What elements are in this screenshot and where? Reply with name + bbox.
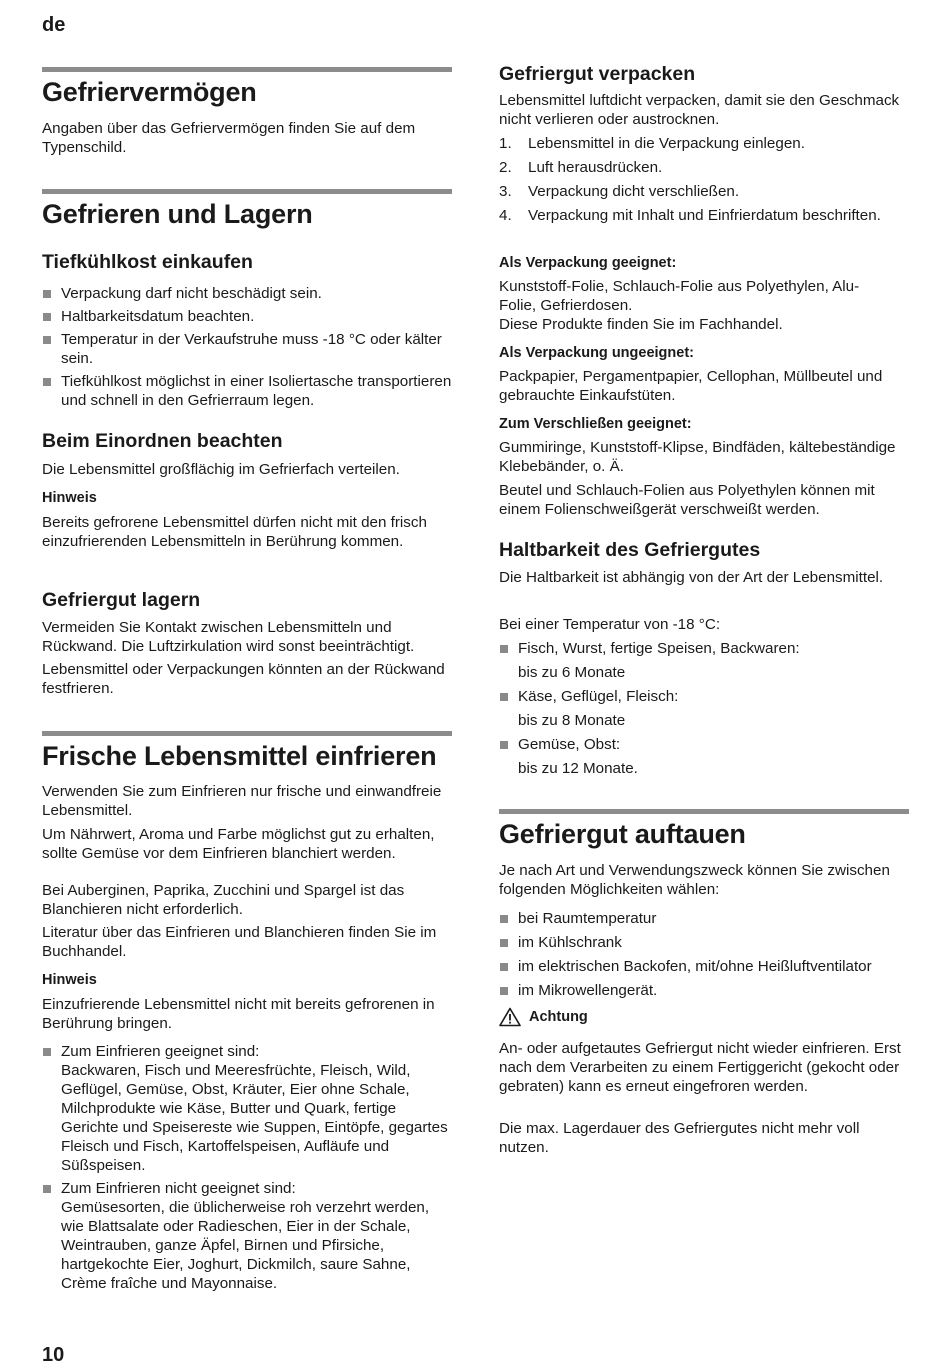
list-item-label: Gemüse, Obst: [518, 736, 621, 753]
list-item: bei Raumtemperatur [499, 909, 919, 928]
warning-heading [499, 1007, 588, 1027]
unsuitable-label: Als Verpackung ungeeignet: [499, 345, 694, 361]
suitable-text-a: Kunststoff-Folie, Schlauch-Folie aus Polyethylen, Alu-Folie, Gefrierdosen. [499, 278, 860, 314]
list-item: Verpackung darf nicht beschädigt sein. [42, 284, 452, 303]
list-item [499, 735, 909, 778]
list-item-label: Käse, Geflügel, Fleisch: [518, 688, 679, 705]
unsuitable-text: Packpapier, Pergamentpapier, Cellophan, Müllbeutel und gebrauchte Einkaufstüten. [499, 368, 883, 404]
section-title-gefrieren-lagern: Gefrieren und Lagern [42, 199, 313, 229]
step-number: 2. [499, 159, 512, 176]
step-text: Verpackung dicht verschließen. [528, 183, 740, 200]
section-divider [42, 731, 452, 736]
subsection-title-gefriergut-lagern: Gefriergut lagern [42, 589, 201, 611]
step-text: Verpackung mit Inhalt und Einfrierdatum beschriften. [528, 207, 881, 224]
list-item-label: Fisch, Wurst, fertige Speisen, Backwaren: [518, 640, 800, 657]
lagern-text-2: Lebensmittel oder Verpackungen könnten an der Rückwand festfrieren. [42, 661, 445, 697]
list-item [499, 639, 909, 682]
subsection-title-tiefkuehlkost: Tiefkühlkost einkaufen [42, 251, 253, 273]
warning-label: Achtung [529, 1008, 588, 1025]
closing-text: Gummiringe, Kunststoff-Klipse, Bindfäden, kältebeständige Klebebänder, o. Ä. [499, 439, 896, 475]
list-item-head: Zum Einfrieren nicht geeignet sind: [61, 1180, 296, 1197]
list-item [42, 1042, 452, 1175]
section-divider [499, 809, 909, 814]
section-title-frische-lebensmittel: Frische Lebensmittel einfrieren [42, 741, 437, 771]
step-item [499, 182, 909, 201]
gefriervermoegen-text: Angaben über das Gefriervermögen finden Sie auf dem Typenschild. [42, 120, 416, 156]
step-item [499, 134, 909, 153]
subsection-title-einordnen: Beim Einordnen beachten [42, 430, 283, 452]
list-item: Tiefkühlkost möglichst in einer Isoliertasche transportieren und schnell in den Gefrierraum legen. [42, 372, 452, 410]
auftauen-list [499, 909, 919, 1000]
step-number: 3. [499, 183, 512, 200]
page-number: 10 [42, 1344, 65, 1366]
note-text: Einzufrierende Lebensmittel nicht mit bereits gefrorenen in Berührung bringen. [42, 996, 435, 1032]
list-item [42, 1179, 452, 1293]
subsection-title-haltbarkeit: Haltbarkeit des Gefriergutes [499, 539, 761, 561]
step-number: 1. [499, 135, 512, 152]
closing-label: Zum Verschließen geeignet: [499, 416, 692, 432]
step-text: Lebensmittel in die Verpackung einlegen. [528, 135, 805, 152]
step-item [499, 158, 909, 177]
lagern-text-1: Vermeiden Sie Kontakt zwischen Lebensmitteln und Rückwand. Die Luftzirkulation wird sonst beeinträchtigt. [42, 619, 415, 655]
section-title-gefriervermoegen: Gefriervermögen [42, 77, 257, 107]
warning-triangle-icon [499, 1007, 521, 1027]
suitable-text-b: Diese Produkte finden Sie im Fachhandel. [499, 316, 783, 333]
step-item [499, 206, 909, 225]
list-item: Temperatur in der Verkaufstruhe muss -18 °C oder kälter sein. [42, 330, 452, 368]
language-tag: de [42, 14, 66, 36]
auftauen-last-text: Die max. Lagerdauer des Gefriergutes nicht mehr voll nutzen. [499, 1120, 860, 1156]
tiefkuehlkost-list [42, 284, 452, 410]
list-item: im Kühlschrank [499, 933, 919, 952]
einfrieren-text-2a: Um Nährwert, Aroma und Farbe möglichst gut zu erhalten, sollte Gemüse vor dem Einfrieren blanchiert werden. [42, 826, 435, 862]
einordnen-text: Die Lebensmittel großflächig im Gefrierfach verteilen. [42, 461, 400, 478]
section-divider [42, 189, 452, 194]
note-label: Hinweis [42, 490, 97, 506]
list-item-value: bis zu 8 Monate [518, 712, 626, 729]
haltbarkeit-list [499, 639, 909, 778]
list-item-value: bis zu 12 Monate. [518, 760, 638, 777]
auftauen-intro: Je nach Art und Verwendungszweck können Sie zwischen folgenden Möglichkeiten wählen: [499, 862, 890, 898]
einfrieren-text-3: Literatur über das Einfrieren und Blanchieren finden Sie im Buchhandel. [42, 924, 437, 960]
list-item: Haltbarkeitsdatum beachten. [42, 307, 452, 326]
section-divider [42, 67, 452, 72]
verpacken-intro: Lebensmittel luftdicht verpacken, damit sie den Geschmack nicht verlieren oder austrocknen. [499, 92, 900, 128]
warning-text: An- oder aufgetautes Gefriergut nicht wieder einfrieren. Erst nach dem Verarbeiten zu einem Fertiggericht (gekocht oder gebraten) kann es erneut eingefroren werden. [499, 1040, 901, 1095]
note-label: Hinweis [42, 972, 97, 988]
list-item-head: Zum Einfrieren geeignet sind: [61, 1043, 260, 1060]
haltbarkeit-text-1: Die Haltbarkeit ist abhängig von der Art der Lebensmittel. [499, 569, 884, 586]
haltbarkeit-text-2: Bei einer Temperatur von -18 °C: [499, 616, 721, 633]
list-item [499, 687, 909, 730]
verpacken-steps [499, 134, 909, 225]
suitable-label: Als Verpackung geeignet: [499, 255, 677, 271]
einfrieren-text-1: Verwenden Sie zum Einfrieren nur frische und einwandfreie Lebensmittel. [42, 783, 442, 819]
list-item-body: Gemüsesorten, die üblicherweise roh verzehrt werden, wie Blattsalate oder Radieschen, Eier in der Schale, Weintrauben, ganze Äpfel, Birnen und Pfirsiche, hartgekochte Eier, Joghurt, Dickmilch, saure Sahne, Crème fraîche und Mayonnaise. [61, 1199, 430, 1292]
einfrieren-list [42, 1042, 452, 1293]
bags-text: Beutel und Schlauch-Folien aus Polyethylen können mit einem Folienschweißgerät verschweißt werden. [499, 482, 875, 518]
subsection-title-verpacken: Gefriergut verpacken [499, 63, 696, 85]
step-number: 4. [499, 207, 512, 224]
list-item: im Mikrowellengerät. [499, 981, 919, 1000]
step-text: Luft herausdrücken. [528, 159, 663, 176]
section-title-auftauen: Gefriergut auftauen [499, 819, 746, 849]
einfrieren-text-2b: Bei Auberginen, Paprika, Zucchini und Spargel ist das Blanchieren nicht erforderlich. [42, 882, 405, 918]
list-item-value: bis zu 6 Monate [518, 664, 626, 681]
note-text: Bereits gefrorene Lebensmittel dürfen nicht mit den frisch einzufrierenden Lebensmitteln in Berührung kommen. [42, 514, 427, 550]
list-item-body: Backwaren, Fisch und Meeresfrüchte, Fleisch, Wild, Geflügel, Gemüse, Obst, Kräuter, Eier ohne Schale, Milchprodukte wie Käse, Butter und Quark, fertige Gerichte und Speisereste wie Suppen, Eintöpfe, gegartes Fleisch und Fisch, Kartoffelspeisen, Aufläufe und Süßspeisen. [61, 1062, 448, 1174]
list-item: im elektrischen Backofen, mit/ohne Heißluftventilator [499, 957, 919, 976]
